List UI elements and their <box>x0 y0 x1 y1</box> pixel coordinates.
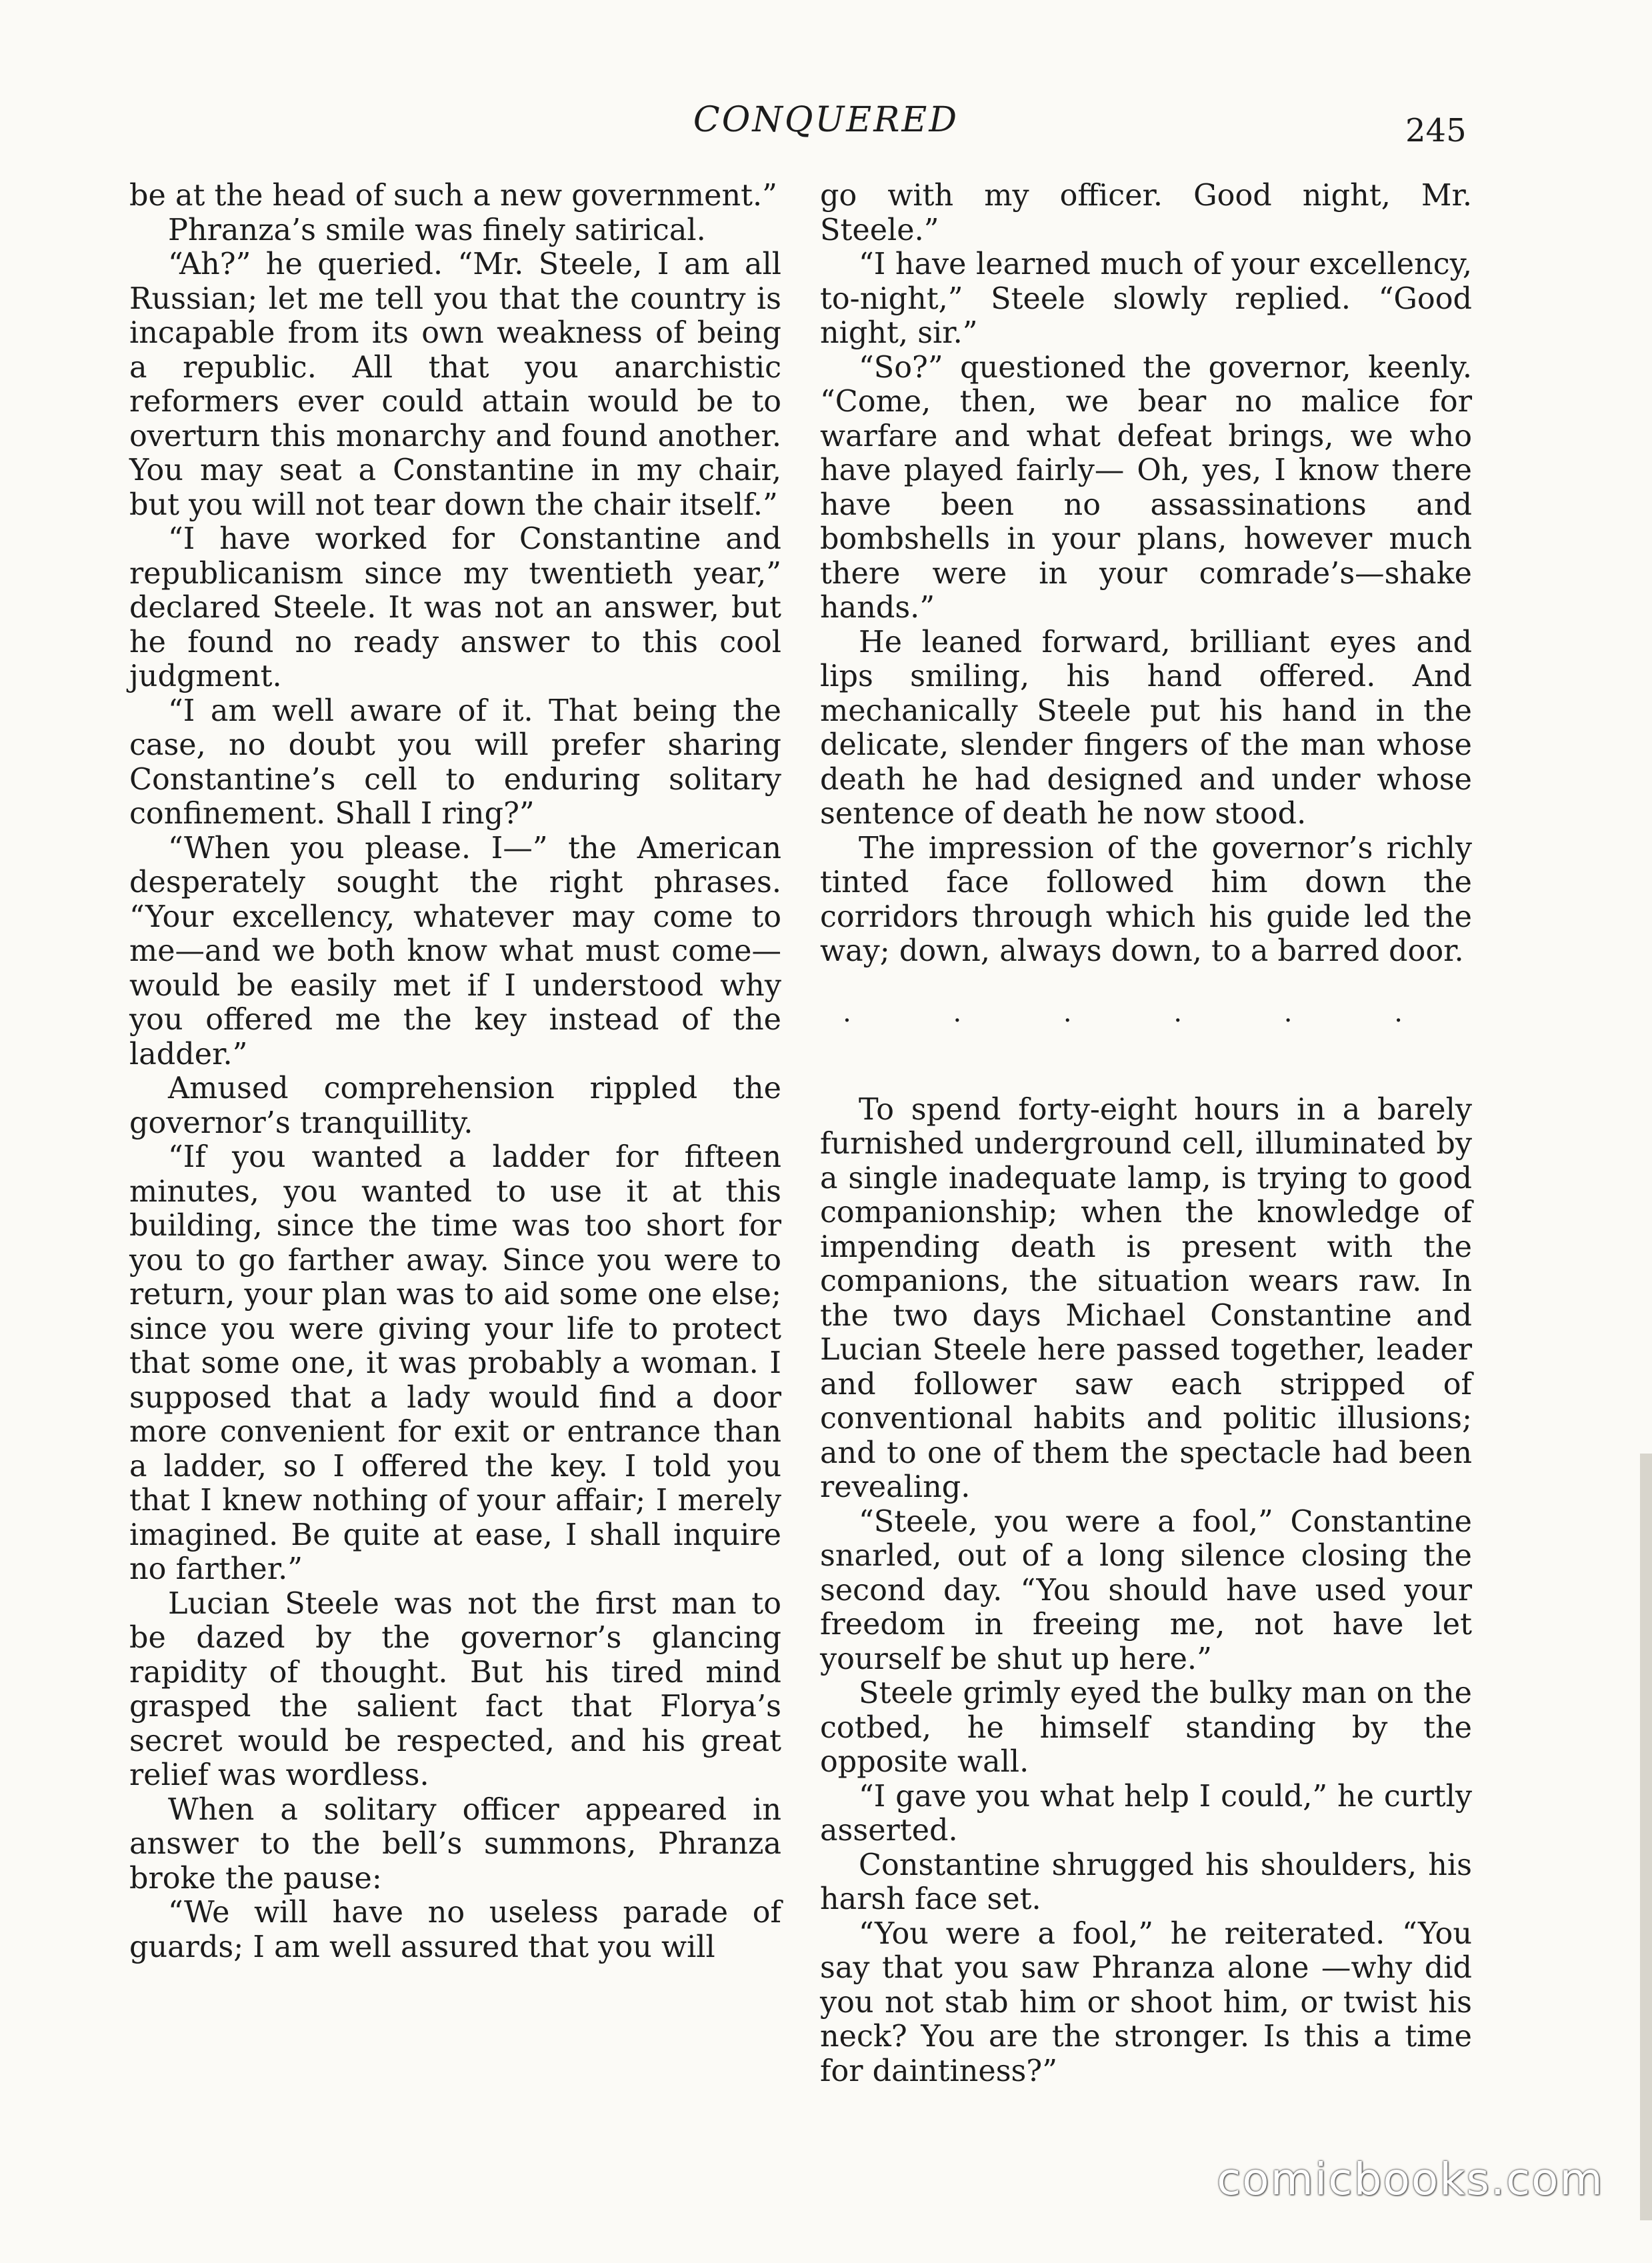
paragraph: be at the head of such a new government.” <box>129 179 777 213</box>
paragraph: “When you please. I—” the American desperately sought the right phrases. “Your excellency, whatever may come to me—and we both know what must come—would be easily met if I understood why you offered me the key instead of the ladder.” <box>129 831 781 1071</box>
paragraph: When a solitary officer appeared in answer to the bell’s summons, Phranza broke the pause: <box>129 1792 781 1896</box>
paragraph: “I have learned much of your excellency, to-night,” Steele slowly replied. “Good night, sir.” <box>820 247 1472 350</box>
paragraph: “I am well aware of it. That being the case, no doubt you will prefer sharing Constantine’s cell to enduring solitary confinement. Shall I ring?” <box>129 693 781 831</box>
paragraph: “I gave you what help I could,” he curtly asserted. <box>820 1779 1472 1848</box>
paragraph: “Ah?” he queried. “Mr. Steele, I am all Russian; let me tell you that the country is incapable from its own weakness of being a republic. All that you anarchistic reformers ever could attain would be to overturn this monarchy and found another. You may seat a Constantine in my chair, but you will not tear down the chair itself.” <box>129 247 781 522</box>
paragraph: Amused comprehension rippled the governor’s tranquillity. <box>129 1071 781 1140</box>
paragraph: “I have worked for Constantine and republicanism since my twentieth year,” declared Steele. It was not an answer, but he found no ready answer to this cool judgment. <box>129 522 781 693</box>
left-column <box>129 179 781 1964</box>
paragraph: “So?” questioned the governor, keenly. “Come, then, we bear no malice for warfare and what defeat brings, we who have played fairly— Oh, yes, I know there have been no assassinations and bombshells in your plans, however much there were in your comrade’s—shake hands.” <box>820 350 1472 625</box>
paragraph: The impression of the governor’s richly tinted face followed him down the corridors through which his guide led the way; down, always down, to a barred door. <box>820 831 1472 968</box>
paragraph: To spend forty-eight hours in a barely furnished underground cell, illuminated by a single inadequate lamp, is trying to good companionship; when the knowledge of impending death is present with the companions, the situation wears raw. In the two days Michael Constantine and Lucian Steele here passed together, leader and follower saw each stripped of conventional habits and politic illusions; and to one of them the spectacle had been revealing. <box>820 1092 1472 1504</box>
paragraph: go with my officer. Good night, Mr. Steele.” <box>820 179 1472 247</box>
page-number: 245 <box>1405 112 1467 149</box>
paragraph: Phranza’s smile was finely satirical. <box>168 213 706 247</box>
section-break: . . . . . . <box>843 997 1449 1028</box>
scan-edge-shadow <box>1640 1454 1652 2220</box>
paragraph: “If you wanted a ladder for fifteen minutes, you wanted to use it at this building, since the time was too short for you to go farther away. Since you were to return, your plan was to aid some one else; since you were giving your life to protect that some one, it was probably a woman. I supposed that a lady would find a door more convenient for exit or entrance than a ladder, so I offered the key. I told you that I knew nothing of your affair; I merely imagined. Be quite at ease, I shall inquire no farther.” <box>129 1140 781 1586</box>
paragraph: “Steele, you were a fool,” Constantine snarled, out of a long silence closing the second day. “You should have used your freedom in freeing me, not have let yourself be shut up here.” <box>820 1504 1472 1676</box>
page-header <box>0 100 1652 153</box>
paragraph: Lucian Steele was not the first man to be dazed by the governor’s glancing rapidity of thought. But his tired mind grasped the salient fact that Florya’s secret would be respected, and his great relief was wordless. <box>129 1586 781 1792</box>
paragraph: Constantine shrugged his shoulders, his harsh face set. <box>820 1848 1472 1916</box>
paragraph: “You were a fool,” he reiterated. “You say that you saw Phranza alone —why did you not stab him or shoot him, or twist his neck? You are the stronger. Is this a time for daintiness?” <box>820 1916 1472 2088</box>
running-title: CONQUERED <box>693 100 959 140</box>
paragraph: “We will have no useless parade of guards; I am well assured that you will <box>129 1896 781 1964</box>
paragraph: He leaned forward, brilliant eyes and lips smiling, his hand offered. And mechanically Steele put his hand in the delicate, slender fingers of the man whose death he had designed and under whose sentence of death he now stood. <box>820 625 1472 831</box>
watermark: comicbooks.com <box>1217 2154 1604 2205</box>
paragraph: Steele grimly eyed the bulky man on the cotbed, he himself standing by the opposite wall. <box>820 1676 1472 1779</box>
right-column <box>820 179 1472 2088</box>
